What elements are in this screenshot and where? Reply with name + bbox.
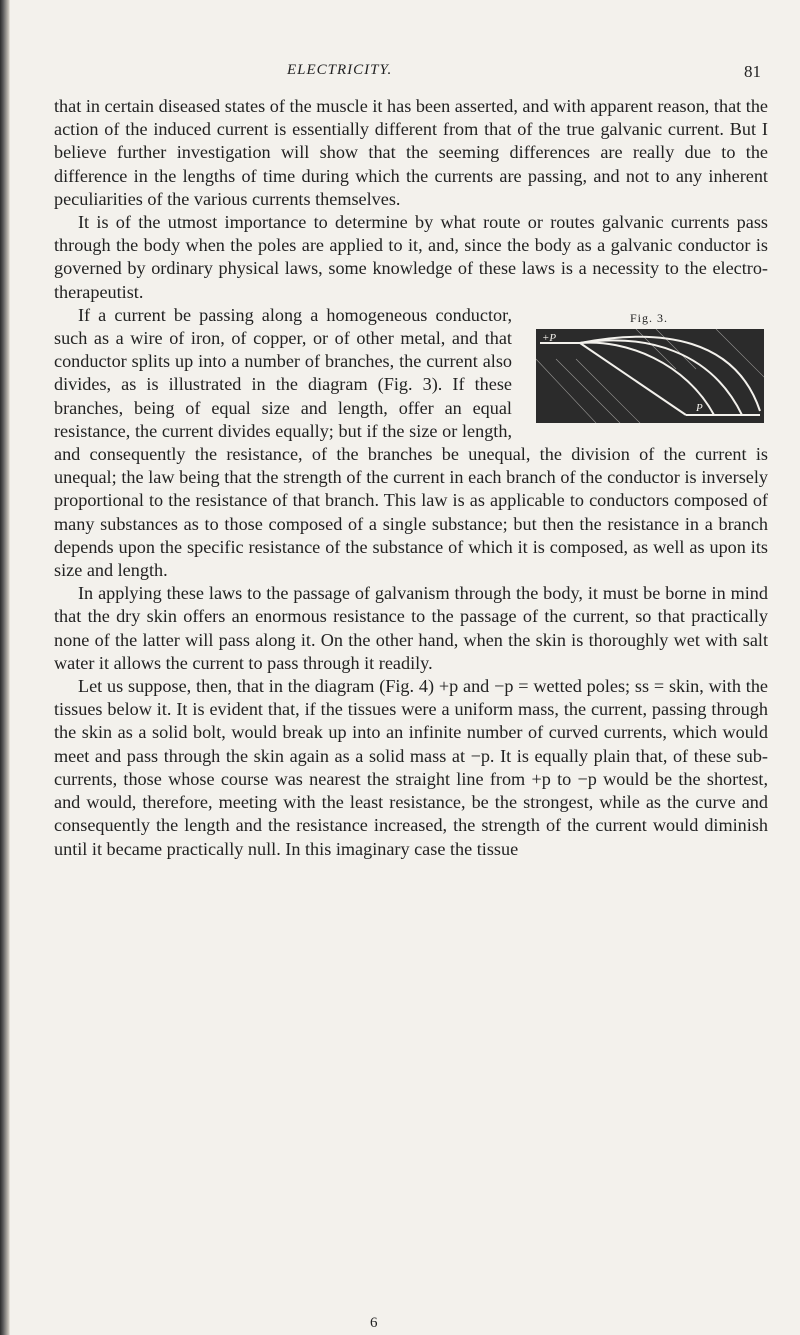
figure-label: Fig. 3. xyxy=(629,310,668,325)
paragraph-5: Let us suppose, then, that in the diagram (Fig. 4) +p and −p = wetted poles; ss = skin, with the tissues below it. It is evident that, if the tissues were a uniform mass, the current, passing through the skin as a solid bolt, would break up into an infinite number of curved currents, which would meet and pass through the skin again as a solid mass at −p. It is equally plain that, of these sub-currents, those whose course was nearest the straight line from +p to −p would be the shortest, and would, therefore, meeting with the least resistance, be the strongest, while as the curve and consequently the length and the resistance increased, the strength of the current would diminish until it became practically null. In this imaginary case the tissue xyxy=(54,676,768,859)
running-title: ELECTRICITY. xyxy=(287,62,393,78)
body-text xyxy=(54,95,768,861)
page-header xyxy=(0,62,800,86)
paragraph-4: In applying these laws to the passage of galvanism through the body, it must be borne in mind that the dry skin offers an enormous resistance to the passage of the current, so that practically none of the latter will pass along it. On the other hand, when the skin is thoroughly wet with salt water it allows the current to pass through it readily. xyxy=(54,583,768,673)
plus-pole-label: +P xyxy=(542,331,557,344)
paragraph-3: If a current be passing along a homogeneous conductor, such as a wire of iron, of copper, or of other metal, and that conductor splits up into a number of branches, the current also divides, as is illustrated in the diagram (Fig. 3). If these branches, being of equal size and length, offer an equal resistance, the current divides equally; but if the size or length, and consequently the resistance, of the branches be unequal, the division of the current is unequal; the law being that the strength of the current in each branch of the conductor is inversely proportional to the resistance of that branch. This law is as applicable to conductors composed of many substances as to those composed of a single substance; but then the resistance in a branch depends upon the specific resistance of the substance of which it is composed, as well as upon its size and length. xyxy=(54,304,768,581)
signature-mark: 6 xyxy=(370,1315,378,1331)
paragraph-2: It is of the utmost importance to determine by what route or routes galvanic currents pass through the body when the poles are applied to it, and, since the body as a galvanic conductor is governed by ordinary physical laws, some knowledge of these laws is a necessity to the electro-therapeutist. xyxy=(54,212,768,302)
minus-pole-label: P xyxy=(696,401,703,414)
paragraph-1: that in certain diseased states of the muscle it has been asserted, and with apparent reason, that the action of the induced current is essentially different from that of the true galvanic current. But I believe further investigation will show that the seeming differences are really due to the difference in the lengths of time during which the currents are passing, and not to any inherent peculiarities of the various currents themselves. xyxy=(54,96,768,209)
figure-3 xyxy=(530,310,768,423)
page-gutter-shadow xyxy=(0,0,10,1335)
branching-conductor-diagram xyxy=(536,329,764,423)
page-number: 81 xyxy=(744,62,761,81)
